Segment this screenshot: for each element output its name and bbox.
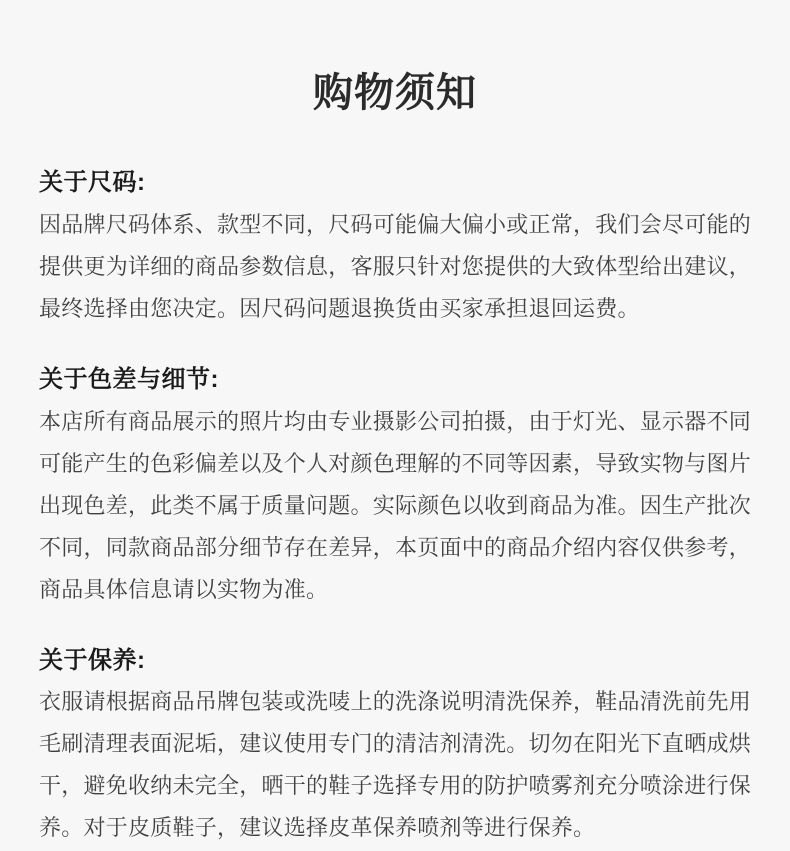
section-sizing-body [39, 204, 751, 330]
section-sizing-heading: 关于尺码: [39, 169, 146, 196]
body-line: 本店所有商品展示的照片均由专业摄影公司拍摄，由于灯光、显示器不同 [39, 408, 752, 434]
section-care-body [39, 681, 751, 849]
body-line: 因品牌尺码体系、款型不同，尺码可能偏大偏小或正常，我们会尽可能的 [39, 211, 752, 237]
section-color-difference [39, 366, 751, 611]
body-line: 干，避免收纳未完全，晒干的鞋子选择专用的防护喷雾剂充分喷涂进行保 [39, 773, 752, 799]
body-line: 提供更为详细的商品参数信息，客服只针对您提供的大致体型给出建议， [39, 253, 752, 279]
section-color-difference-heading: 关于色差与细节: [39, 365, 219, 393]
body-line: 毛刷清理表面泥垢，建议使用专门的清洁剂清洗。切勿在阳光下直晒成烘 [39, 731, 752, 757]
body-line: 衣服请根据商品吊牌包装或洗唛上的洗涤说明清洗保养，鞋品清洗前先用 [39, 689, 752, 715]
body-line: 不同，同款商品部分细节存在差异，本页面中的商品介绍内容仅供参考， [39, 534, 752, 560]
body-line: 养。对于皮质鞋子，建议选择皮革保养喷剂等进行保养。 [39, 815, 596, 841]
body-line: 最终选择由您决定。因尺码问题退换货由买家承担退回运费。 [39, 295, 640, 321]
body-line: 可能产生的色彩偏差以及个人对颜色理解的不同等因素，导致实物与图片 [39, 450, 752, 476]
body-line: 出现色差，此类不属于质量问题。实际颜色以收到商品为准。因生产批次 [39, 492, 752, 518]
body-line: 商品具体信息请以实物为准。 [39, 576, 329, 602]
section-care-heading: 关于保养: [39, 646, 146, 674]
page-title: 购物须知 [313, 71, 477, 115]
section-color-difference-body [39, 401, 751, 611]
section-sizing [39, 169, 751, 330]
section-care [39, 647, 751, 850]
